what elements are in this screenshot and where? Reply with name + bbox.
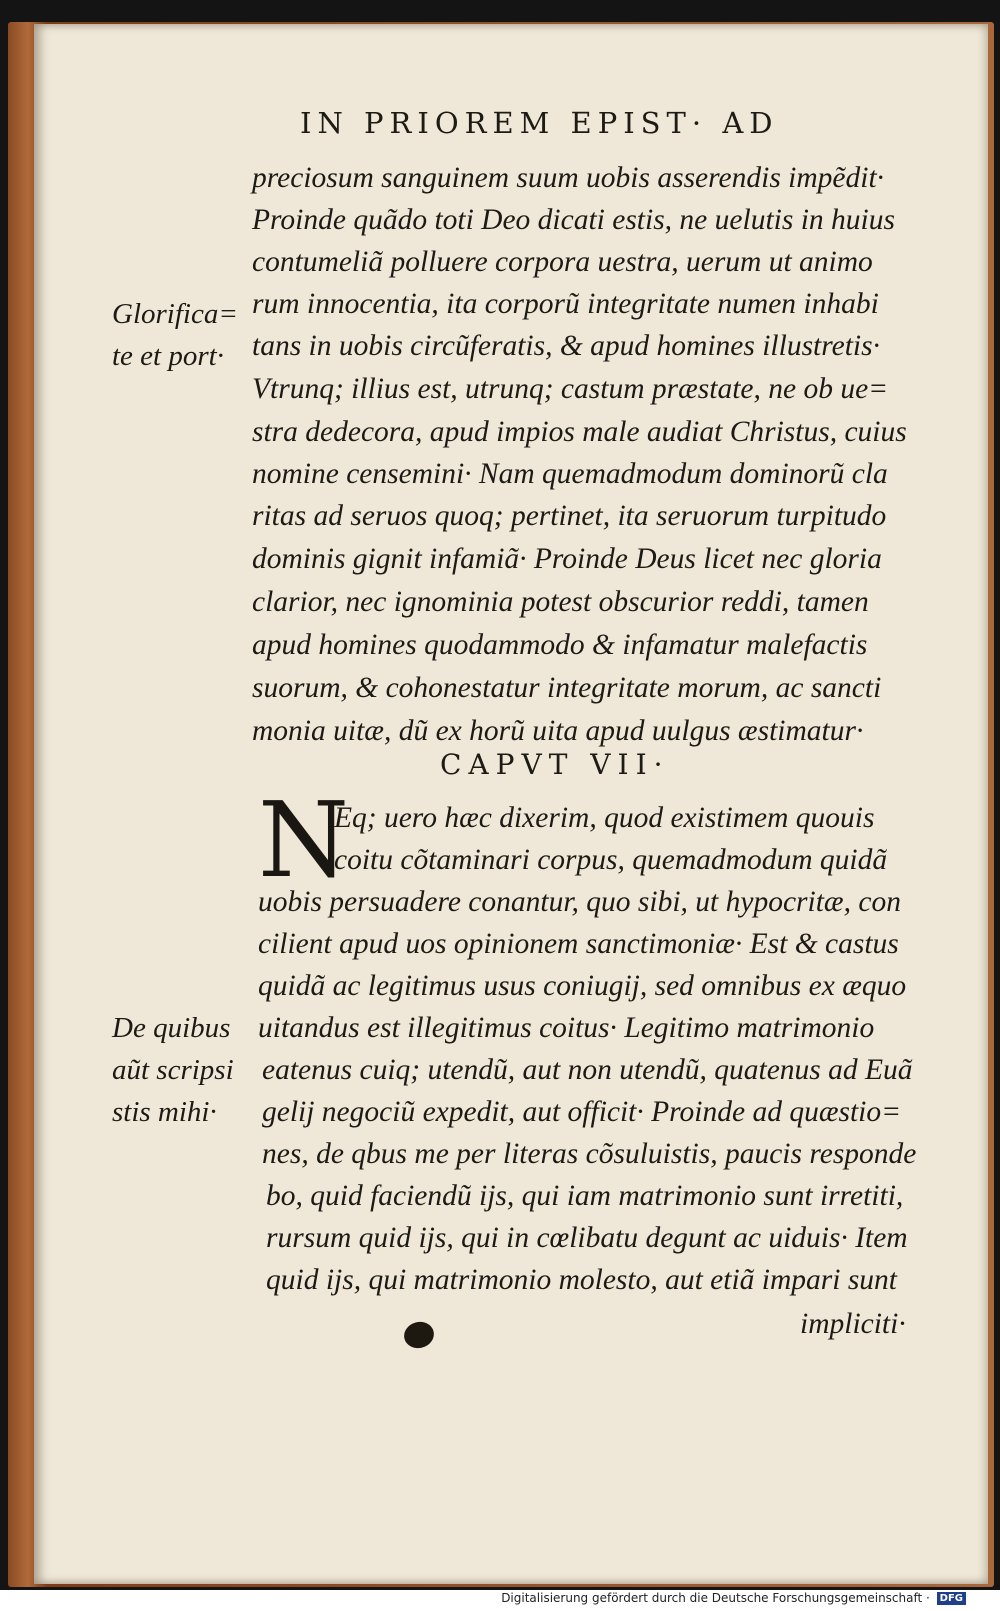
text-line: Eq; uero hæc dixerim, quod existimem quouis bbox=[334, 802, 875, 834]
margin-note-line: te et port· bbox=[112, 340, 224, 372]
text-line: monia uitæ, dũ ex horũ uita apud uulgus æstimatur· bbox=[252, 715, 864, 747]
text-line: contumeliã polluere corpora uestra, uerum ut animo bbox=[252, 246, 873, 278]
text-line: quidã ac legitimus usus coniugij, sed omnibus ex æquo bbox=[258, 970, 907, 1002]
digitization-credit bbox=[501, 1591, 966, 1605]
text-line: bo, quid faciendũ ijs, qui iam matrimonio sunt irretiti, bbox=[266, 1180, 904, 1212]
text-line: preciosum sanguinem suum uobis asserendis impẽdit· bbox=[252, 162, 885, 194]
text-line: ritas ad seruos quoq; pertinet, ita seruorum turpitudo bbox=[252, 500, 887, 532]
text-line: eatenus cuiq; utendũ, aut non utendũ, quatenus ad Euã bbox=[262, 1054, 913, 1086]
text-line: rursum quid ijs, qui in cœlibatu degunt ac uiduis· Item bbox=[266, 1222, 908, 1254]
credit-text: Digitalisierung gefördert durch die Deutsche Forschungsgemeinschaft · bbox=[501, 1591, 930, 1605]
text-line: Proinde quãdo toti Deo dicati estis, ne uelutis in huius bbox=[252, 204, 895, 236]
text-line: dominis gignit infamiã· Proinde Deus licet nec gloria bbox=[252, 543, 882, 575]
text-line: nes, de qbus me per literas cõsuluistis, paucis responde bbox=[262, 1138, 917, 1170]
text-line: Vtrunq; illius est, utrunq; castum præstate, ne ob ue= bbox=[252, 373, 889, 405]
text-line: apud homines quodammodo & infamatur malefactis bbox=[252, 629, 868, 661]
text-line: quid ijs, qui matrimonio molesto, aut etiã impari sunt bbox=[266, 1264, 897, 1296]
text-line: rum innocentia, ita corporũ integritate numen inhabi bbox=[252, 288, 879, 320]
drop-cap: N bbox=[258, 779, 349, 901]
text-line: coitu cõtaminari corpus, quemadmodum quidã bbox=[334, 844, 888, 876]
margin-note-line: De quibus bbox=[112, 1012, 231, 1044]
margin-note-line: Glorifica= bbox=[112, 298, 238, 330]
margin-note-line: aũt scripsi bbox=[112, 1054, 234, 1086]
dfg-logo: DFG bbox=[937, 1592, 966, 1605]
text-line: uitandus est illegitimus coitus· Legitimo matrimonio bbox=[258, 1012, 875, 1044]
margin-note-line: stis mihi· bbox=[112, 1096, 217, 1128]
text-line: gelij negociũ expedit, aut officit· Proinde ad quæstio= bbox=[262, 1096, 902, 1128]
text-line: nomine censemini· Nam quemadmodum dominorũ cla bbox=[252, 458, 888, 490]
text-line: cilient apud uos opinionem sanctimoniæ· Est & castus bbox=[258, 928, 899, 960]
text-line: clarior, nec ignominia potest obscurior reddi, tamen bbox=[252, 586, 869, 618]
text-line: suorum, & cohonestatur integritate morum, ac sancti bbox=[252, 672, 882, 704]
text-line: uobis persuadere conantur, quo sibi, ut hypocritæ, con bbox=[258, 886, 901, 918]
running-head: IN PRIOREM EPIST· AD bbox=[300, 106, 779, 140]
text-line: stra dedecora, apud impios male audiat Christus, cuius bbox=[252, 416, 907, 448]
text-line: impliciti· bbox=[800, 1308, 906, 1340]
chapter-title: CAPVT VII· bbox=[440, 748, 670, 781]
text-line: tans in uobis circũferatis, & apud homines illustretis· bbox=[252, 330, 880, 362]
